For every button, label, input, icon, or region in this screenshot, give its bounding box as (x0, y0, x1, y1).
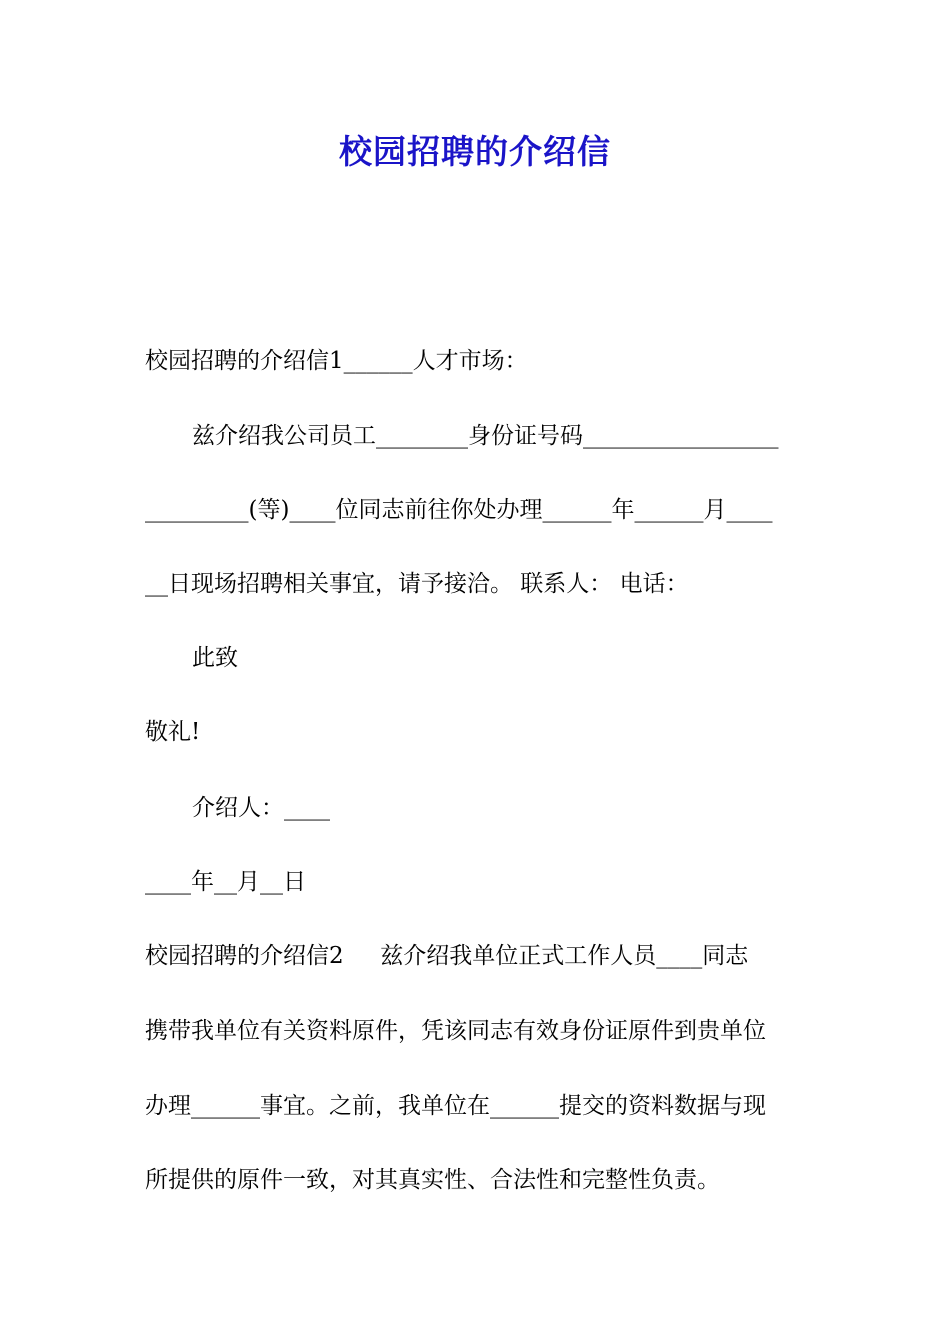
letter1-heading-line: 校园招聘的介绍信1______人才市场： (145, 348, 528, 374)
letter1-closing: 此致 (192, 645, 238, 671)
letter1-body-line-3: __日现场招聘相关事宜，请予接洽。 联系人： 电话： (145, 571, 689, 597)
document-title: 校园招聘的介绍信 (339, 132, 611, 171)
letter2-body-line-1: 携带我单位有关资料原件，凭该同志有效身份证原件到贵单位 (145, 1018, 766, 1044)
letter1-introducer: 介绍人：____ (192, 795, 330, 821)
letter1-salutation: 敬礼! (145, 719, 201, 745)
letter2-body-line-2: 办理______事宜。之前，我单位在______提交的资料数据与现 (145, 1093, 766, 1119)
letter2-heading-line: 校园招聘的介绍信2 兹介绍我单位正式工作人员____同志 (145, 943, 749, 969)
letter1-date: ____年__月__日 (145, 869, 306, 895)
letter1-body-line-2: _________(等)____位同志前往你处办理______年______月____ (145, 497, 773, 523)
letter1-body-line-1: 兹介绍我公司员工________身份证号码_________________ (192, 423, 779, 449)
letter2-body-line-3: 所提供的原件一致，对其真实性、合法性和完整性负责。 (145, 1167, 720, 1193)
